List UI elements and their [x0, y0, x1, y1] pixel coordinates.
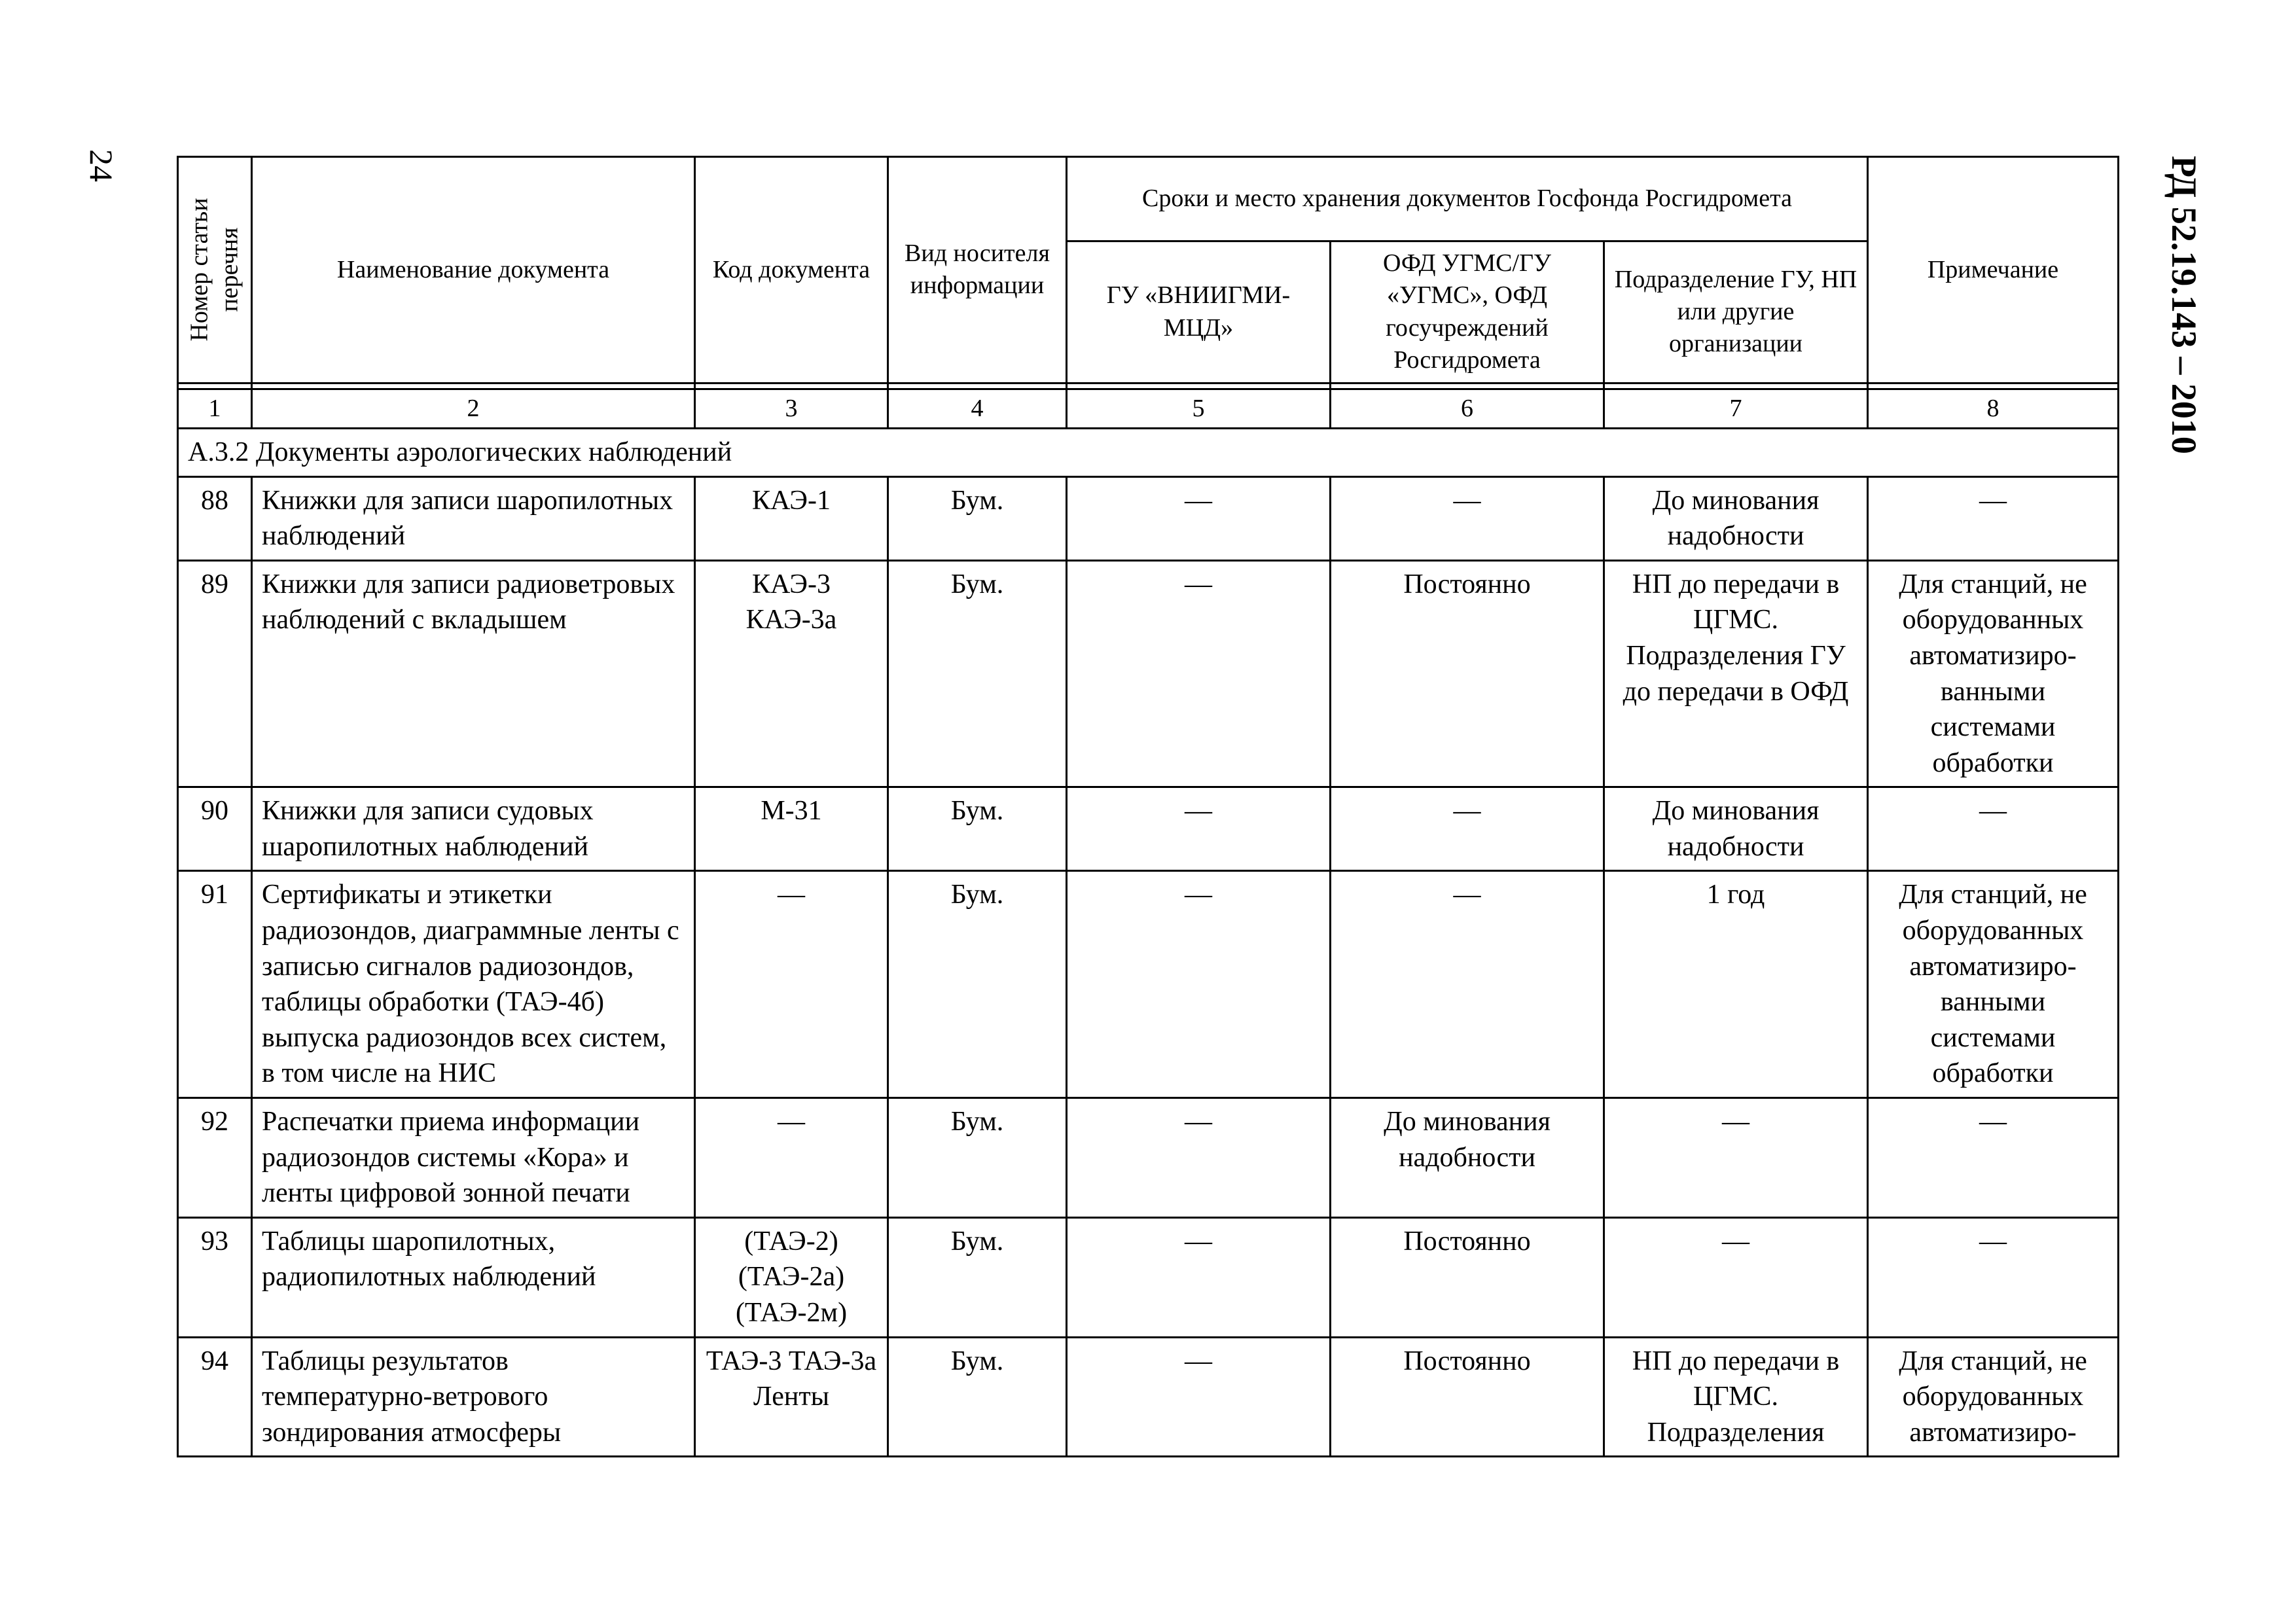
cell-ofd: —: [1331, 871, 1604, 1098]
cell-media: Бум.: [888, 476, 1067, 560]
cell-media: Бум.: [888, 1217, 1067, 1337]
header-division: Подразделение ГУ, НП или другие организации: [1604, 241, 1868, 383]
cell-name: Книжки для записи шаропилотных наблюдений: [252, 476, 695, 560]
header-storage-group: Сроки и место хранения документов Госфонда Росгидромета: [1067, 157, 1868, 241]
table-body: [178, 428, 2119, 1456]
cell-vniigmi: —: [1067, 871, 1331, 1098]
cell-media: Бум.: [888, 560, 1067, 787]
cell-vniigmi: —: [1067, 1337, 1331, 1457]
cell-number: 92: [178, 1098, 252, 1218]
header-document-name: Наименование документа: [252, 157, 695, 383]
cell-code: ТАЭ-3 ТАЭ-3а Ленты: [695, 1337, 888, 1457]
table-header: [178, 157, 2119, 429]
column-number: 2: [252, 389, 695, 428]
column-number: 4: [888, 389, 1067, 428]
table-row: [178, 476, 2119, 560]
page-number: 24: [83, 149, 120, 182]
cell-division: До минования надобности: [1604, 787, 1868, 871]
document-code: РД 52.19.143 – 2010: [2164, 156, 2204, 454]
cell-code: —: [695, 1098, 888, 1218]
cell-vniigmi: —: [1067, 1098, 1331, 1218]
cell-division: 1 год: [1604, 871, 1868, 1098]
table-row: [178, 787, 2119, 871]
header-document-code: Код документа: [695, 157, 888, 383]
cell-name: Книжки для записи радиоветровых наблюдений с вкладышем: [252, 560, 695, 787]
cell-note: —: [1868, 1098, 2119, 1218]
header-separator: [178, 383, 2119, 389]
column-number: 3: [695, 389, 888, 428]
header-media-type: Вид носителя информации: [888, 157, 1067, 383]
cell-number: 90: [178, 787, 252, 871]
cell-division: —: [1604, 1217, 1868, 1337]
cell-vniigmi: —: [1067, 787, 1331, 871]
table-row: [178, 1217, 2119, 1337]
cell-number: 91: [178, 871, 252, 1098]
header-note: Примечание: [1868, 157, 2119, 383]
cell-note: —: [1868, 787, 2119, 871]
table-row: [178, 1337, 2119, 1457]
cell-ofd: Постоянно: [1331, 1337, 1604, 1457]
cell-code: КАЭ-3 КАЭ-3а: [695, 560, 888, 787]
cell-vniigmi: —: [1067, 1217, 1331, 1337]
header-article-number: Номер статьи перечня: [178, 157, 252, 383]
section-title: А.3.2 Документы аэрологических наблюдений: [178, 428, 2119, 476]
cell-note: Для станций, не оборудованных автоматизиро-: [1868, 1337, 2119, 1457]
cell-division: НП до передачи в ЦГМС. Подразделения: [1604, 1337, 1868, 1457]
cell-media: Бум.: [888, 1098, 1067, 1218]
cell-code: (ТАЭ-2) (ТАЭ-2а) (ТАЭ-2м): [695, 1217, 888, 1337]
cell-division: —: [1604, 1098, 1868, 1218]
cell-number: 94: [178, 1337, 252, 1457]
cell-ofd: До минования надобности: [1331, 1098, 1604, 1218]
cell-media: Бум.: [888, 1337, 1067, 1457]
cell-code: —: [695, 871, 888, 1098]
cell-note: Для станций, не оборудованных автоматизиро-ванными системами обработки: [1868, 871, 2119, 1098]
cell-division: НП до передачи в ЦГМС. Подразделения ГУ до передачи в ОФД: [1604, 560, 1868, 787]
retention-table: [177, 156, 2119, 1457]
header-ofd: ОФД УГМС/ГУ «УГМС», ОФД госучреждений Росгидромета: [1331, 241, 1604, 383]
column-number: 8: [1868, 389, 2119, 428]
table-row: [178, 871, 2119, 1098]
cell-number: 89: [178, 560, 252, 787]
cell-division: До минования надобности: [1604, 476, 1868, 560]
cell-note: —: [1868, 1217, 2119, 1337]
table-row: [178, 1098, 2119, 1218]
cell-ofd: Постоянно: [1331, 1217, 1604, 1337]
cell-name: Распечатки приема информации радиозондов системы «Кора» и ленты цифровой зонной печати: [252, 1098, 695, 1218]
cell-code: КАЭ-1: [695, 476, 888, 560]
column-number: 1: [178, 389, 252, 428]
cell-media: Бум.: [888, 787, 1067, 871]
column-number-row: [178, 389, 2119, 428]
cell-media: Бум.: [888, 871, 1067, 1098]
column-number: 7: [1604, 389, 1868, 428]
cell-vniigmi: —: [1067, 560, 1331, 787]
cell-name: Таблицы результатов температурно-ветрового зондирования атмосферы: [252, 1337, 695, 1457]
column-number: 5: [1067, 389, 1331, 428]
cell-name: Таблицы шаропилотных, радиопилотных наблюдений: [252, 1217, 695, 1337]
cell-note: Для станций, не оборудованных автоматизиро-ванными системами обработки: [1868, 560, 2119, 787]
cell-number: 88: [178, 476, 252, 560]
section-row: [178, 428, 2119, 476]
cell-ofd: —: [1331, 476, 1604, 560]
column-number: 6: [1331, 389, 1604, 428]
cell-number: 93: [178, 1217, 252, 1337]
header-vniigmi: ГУ «ВНИИГМИ-МЦД»: [1067, 241, 1331, 383]
cell-vniigmi: —: [1067, 476, 1331, 560]
cell-name: Книжки для записи судовых шаропилотных наблюдений: [252, 787, 695, 871]
cell-note: —: [1868, 476, 2119, 560]
table-row: [178, 560, 2119, 787]
cell-ofd: —: [1331, 787, 1604, 871]
cell-code: М-31: [695, 787, 888, 871]
cell-ofd: Постоянно: [1331, 560, 1604, 787]
cell-name: Сертификаты и этикетки радиозондов, диаграммные ленты с записью сигналов радиозондов, таблицы обработки (ТАЭ-4б) выпуска радиозондов всех систем, в том числе на НИС: [252, 871, 695, 1098]
